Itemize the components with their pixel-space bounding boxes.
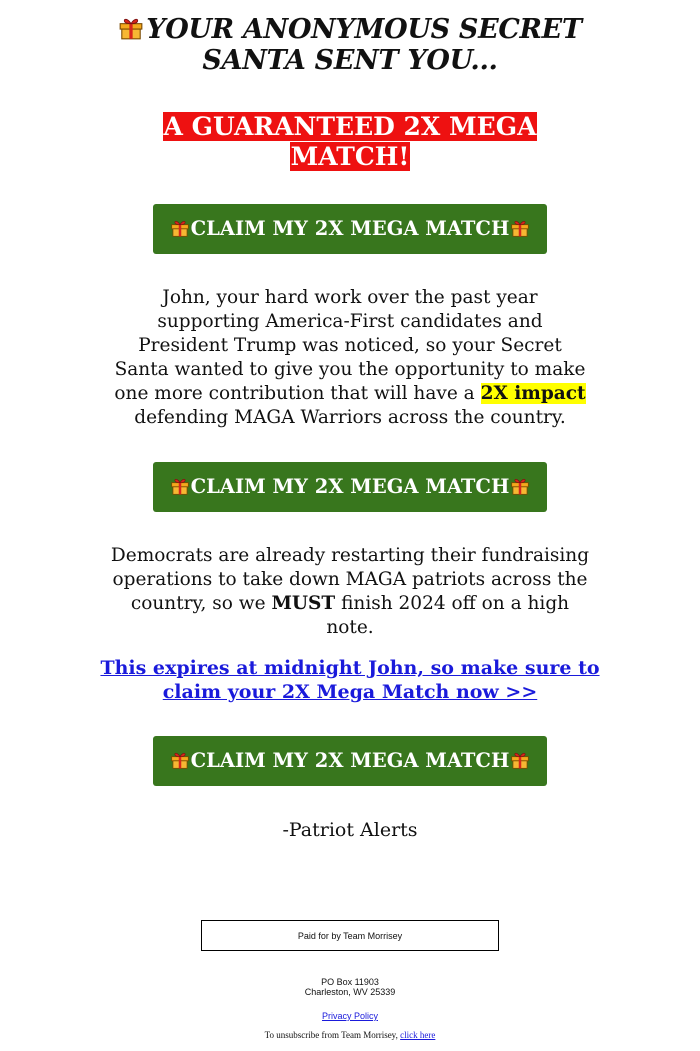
claim-match-label: CLAIM MY 2X MEGA MATCH <box>190 749 510 772</box>
headline-line2: SANTA SENT YOU... <box>202 45 498 76</box>
unsubscribe-link[interactable]: click here <box>400 1030 436 1040</box>
address-line2: Charleston, WV 25339 <box>304 987 396 997</box>
claim-match-button-2[interactable] <box>153 462 547 512</box>
paragraph-text: Democrats are already restarting their fundraising operations to take down MAGA patriots across the country, so we <box>110 545 590 614</box>
paragraph-democrats <box>110 544 590 640</box>
gift-icon <box>510 750 530 770</box>
paragraph-text: John, your hard work over the past year supporting America-First candidates and President Trump was noticed, so your Secret Santa wanted to give you the opportunity to make one more contribution that will have a <box>114 287 586 404</box>
signature: -Patriot Alerts <box>282 819 418 841</box>
headline-line1: YOUR ANONYMOUS SECRET <box>146 14 582 45</box>
subhead <box>100 112 600 172</box>
gift-icon <box>510 218 530 238</box>
highlight-2x-impact: 2X impact <box>480 383 586 404</box>
gift-icon <box>118 15 144 41</box>
gift-icon <box>170 476 190 496</box>
privacy-policy-link[interactable]: Privacy Policy <box>321 1011 378 1021</box>
unsubscribe-line <box>0 1030 700 1040</box>
paragraph-hard-work <box>110 286 590 430</box>
claim-match-button-3[interactable] <box>153 736 547 786</box>
paid-for-box: Paid for by Team Morrisey <box>201 920 499 951</box>
subhead-text: A GUARANTEED 2X MEGA MATCH! <box>163 112 537 171</box>
claim-match-button-1[interactable] <box>153 204 547 254</box>
headline <box>100 14 600 76</box>
mailing-address <box>0 977 700 997</box>
email-body <box>100 14 600 842</box>
footer <box>0 920 700 1040</box>
gift-icon <box>170 218 190 238</box>
unsubscribe-text: To unsubscribe from Team Morrisey, <box>264 1030 401 1040</box>
expire-link[interactable]: This expires at midnight John, so make sure to claim your 2X Mega Match now >> <box>100 657 600 703</box>
bold-must: MUST <box>271 593 336 614</box>
gift-icon <box>510 476 530 496</box>
claim-match-label: CLAIM MY 2X MEGA MATCH <box>190 475 510 498</box>
address-line1: PO Box 11903 <box>321 977 379 987</box>
claim-match-label: CLAIM MY 2X MEGA MATCH <box>190 217 510 240</box>
paragraph-text: finish 2024 off on a high note. <box>326 593 570 638</box>
paragraph-text: defending MAGA Warriors across the country. <box>134 407 566 428</box>
gift-icon <box>170 750 190 770</box>
